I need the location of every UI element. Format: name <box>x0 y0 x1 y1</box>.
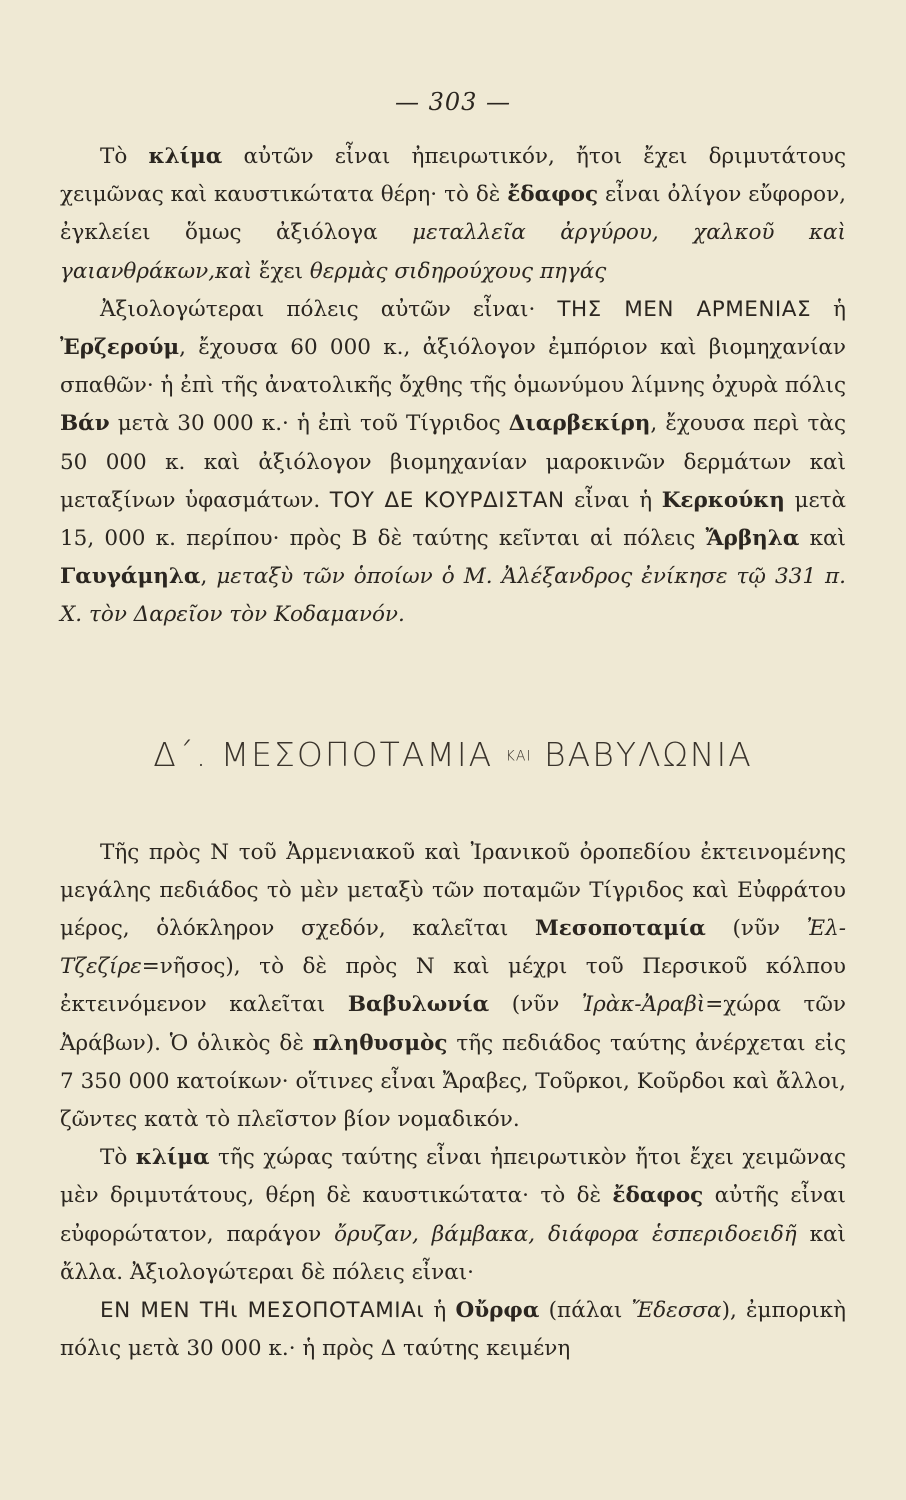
term-edafos: ἔδαφος <box>612 1183 704 1209</box>
italic-produce: ὄρυζαν, βάμβακα, διάφορα ἑσπεριδοειδῆ <box>334 1221 797 1247</box>
text: =χώρα τῶν Ἀράβων). Ὁ ὁλικὸς δὲ <box>60 992 846 1056</box>
text: =νῆσος), τὸ δὲ πρὸς Ν καὶ μέχρι τοῦ Περσικοῦ κόλπου ἐκτεινόμενον καλεῖται <box>60 954 846 1018</box>
paragraph-climate-2 <box>60 1139 846 1292</box>
city-van: Βάν <box>60 411 110 437</box>
text: , <box>200 564 217 590</box>
text: (νῦν <box>705 916 807 942</box>
text: τῆς πεδιάδος ταύτης ἀνέρχεται εἰς 7 350 000 κατοίκων· οἵτινες εἶναι Ἄραβες, Τοῦρκοι, Κοῦρδοι καὶ ἄλλοι, ζῶντες κατὰ τὸ πλεῖστον βίον νομαδικόν. <box>60 1030 846 1133</box>
text: (πάλαι <box>539 1298 632 1324</box>
text: εἶναι ὀλίγον εὔφορον, ἐγκλείει ὅμως ἀξιόλογα <box>60 182 846 246</box>
section-armenia-kurdistan <box>60 138 846 635</box>
city-erzeroum: Ἐρζερούμ <box>60 335 180 361</box>
term-mesopotamia: Μεσοποταμία <box>534 916 706 942</box>
italic-elgezire: Ἐλ-Τζεζίρε <box>60 916 846 980</box>
paragraph-cities <box>60 291 846 635</box>
text: μετὰ 30 000 κ.· ἡ ἐπὶ τοῦ Τίγριδος <box>109 411 509 437</box>
text: ), ἐμπορικὴ πόλις μετὰ 30 000 κ.· ἡ πρὸς Δ ταύτης κειμένη <box>60 1298 846 1362</box>
text: εἶναι ἡ <box>564 487 662 513</box>
heading-text: Δ΄. ΜΕΣΟΠΟΤΑΜΙΑ <box>153 734 506 774</box>
text: αὐτῆς εἶναι εὐφορώτατον, παράγον <box>60 1183 846 1247</box>
text: ἡ <box>424 1298 456 1324</box>
text: τῆς χώρας ταύτης εἶναι ἠπειρωτικὸν ἤτοι ἔχει χειμῶνας μὲν δριμυτάτους, θέρη δὲ καυστικώτατα· τὸ δὲ <box>60 1145 846 1209</box>
text: (νῦν <box>489 992 582 1018</box>
text: Τῆς πρὸς Ν τοῦ Ἀρμενιακοῦ καὶ Ἰρανικοῦ ὀροπεδίου ἐκτεινομένης μεγάλης πεδιάδος τὸ μὲν μεταξὺ τῶν ποταμῶν Τίγριδος καὶ Εὐφράτου μέρος, ὁλόκληρον σχεδόν, καλεῖται <box>60 839 846 942</box>
city-gavgamila: Γαυγάμηλα <box>60 564 201 590</box>
paragraph-cities-2 <box>60 1292 846 1368</box>
italic-edessa: Ἔδεσσα <box>631 1298 722 1324</box>
city-diarbekir: Διαρβεκίρη <box>508 411 651 437</box>
section-heading <box>60 735 846 774</box>
paragraph-climate <box>60 138 846 291</box>
city-arbila: Ἄρβηλα <box>705 526 800 552</box>
text: Τὸ <box>100 144 149 169</box>
text: αὐτῶν εἶναι ἠπειρωτικόν, ἤτοι ἔχει δριμυτάτους χειμῶνας καὶ καυστικώτατα θέρη· τὸ δὲ <box>60 144 846 208</box>
section-mesopotamia <box>60 834 846 1369</box>
italic-thermas: θερμὰς σιδηρούχους πηγάς <box>309 258 607 284</box>
heading-mesopotamiai: ΕΝ ΜΕΝ ΤΗ͂ι ΜΕΣΟΠΟΤΑΜΙΑι <box>100 1298 425 1324</box>
text: , ἔχουσα 60 000 κ., ἀξιόλογον ἐμπόριον καὶ βιομηχανίαν σπαθῶν· ἡ ἐπὶ τῆς ἀνατολικῆς ὄχθης τῆς ὁμωνύμου λίμνης ὀχυρὰ πόλις <box>60 335 846 399</box>
heading-kourdistan: ΤΟΥ ΔΕ ΚΟΥΡΔΙΣΤΑΝ <box>329 487 565 513</box>
heading-conjunction: ΚΑΙ <box>505 748 532 765</box>
text: μετὰ 15, 000 κ. περίπου· πρὸς Β δὲ ταύτης κεῖνται αἱ πόλεις <box>60 487 846 552</box>
paragraph-geography <box>60 834 846 1140</box>
page-number: — 303 — <box>394 88 512 116</box>
text: ἡ <box>811 296 846 322</box>
term-klima: κλίμα <box>135 1145 210 1171</box>
city-kerkouki: Κερκούκη <box>661 487 785 513</box>
heading-armenias: ΤΗΣ ΜΕΝ ΑΡΜΕΝΙΑΣ <box>557 296 812 322</box>
term-edafos: ἔδαφος <box>507 182 599 208</box>
text: , ἔχουσα περὶ τὰς 50 000 κ. καὶ ἀξιόλογον βιομηχανίαν μαροκινῶν δερμάτων καὶ μεταξίνων ὑφασμάτων. <box>60 411 846 513</box>
text: Ἀξιολογώτεραι πόλεις αὐτῶν εἶναι· <box>100 296 558 322</box>
term-klima: κλίμα <box>148 144 223 169</box>
heading-text: ΒΑΒΥΛΩΝΙΑ <box>531 734 753 774</box>
italic-metalleia: μεταλλεῖα ἀργύρου, χαλκοῦ καὶ γαιανθράκων,καὶ <box>60 220 846 284</box>
text: Τὸ <box>100 1145 136 1171</box>
text: ἔχει <box>252 258 310 284</box>
city-ourfa: Οὔρφα <box>455 1298 540 1324</box>
italic-alexander: μεταξὺ τῶν ὁποίων ὁ Μ. Ἀλέξανδρος ἐνίκησε τῷ 331 π. Χ. τὸν Δαρεῖον τὸν Κοδαμανόν. <box>60 564 847 628</box>
text: καὶ ἄλλα. Ἀξιολογώτεραι δὲ πόλεις εἶναι· <box>60 1221 846 1285</box>
italic-irak: Ἰρὰκ-Ἀραβὶ <box>581 992 706 1018</box>
term-plithysmos: πληθυσμὸς <box>312 1030 448 1056</box>
term-babylonia: Βαβυλωνία <box>347 992 490 1018</box>
text: καὶ <box>799 526 846 552</box>
